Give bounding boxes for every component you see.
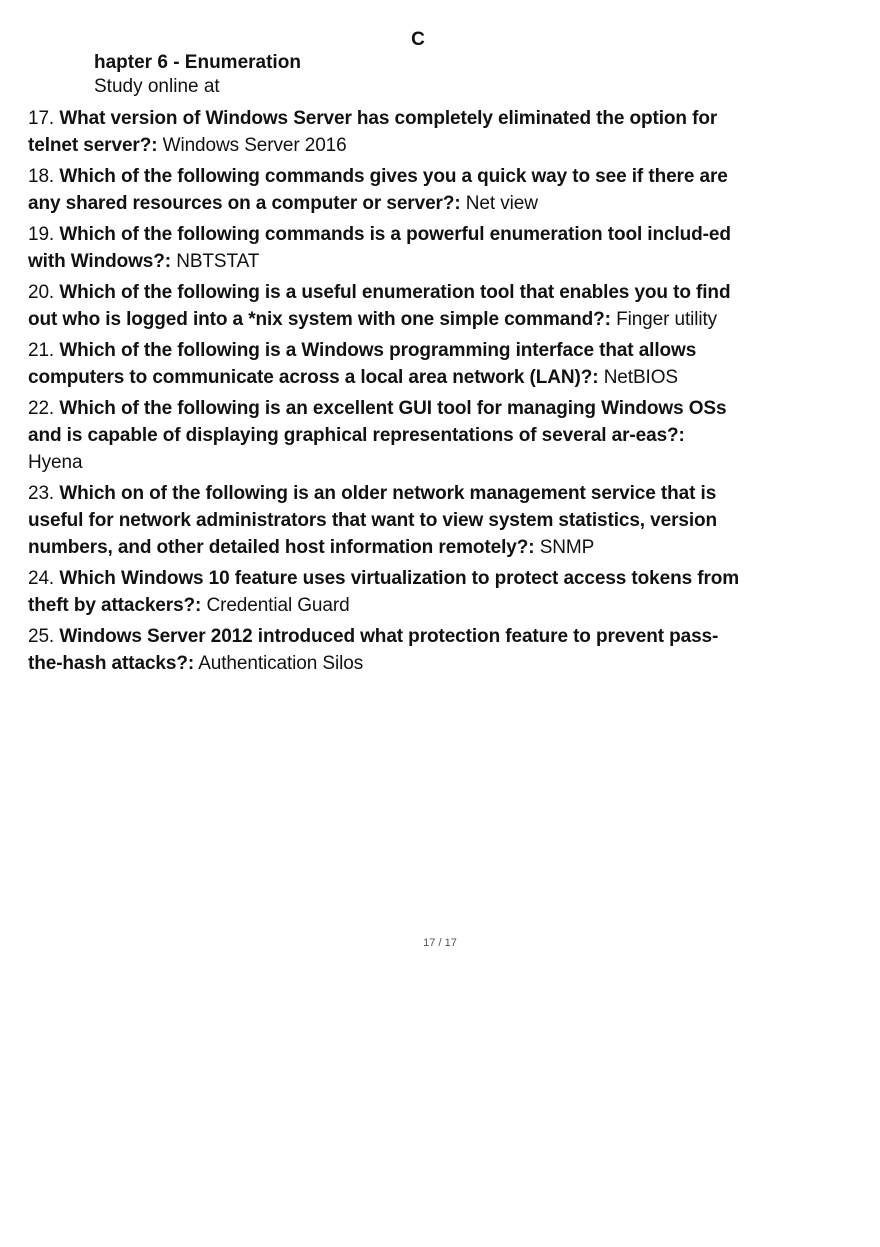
qa-item-17 <box>28 105 740 159</box>
question-number: 19. <box>28 224 55 245</box>
qa-item-20 <box>28 279 740 333</box>
question-text: Windows Server 2012 introduced what protection feature to prevent pass-the-hash attacks?: <box>28 626 719 674</box>
qa-item-24 <box>28 565 740 619</box>
page-subtitle: Study online at <box>94 76 220 97</box>
answer-text: Windows Server 2016 <box>162 135 347 156</box>
question-number: 18. <box>28 166 55 187</box>
header-letter: C <box>411 29 425 50</box>
qa-item-18 <box>28 163 740 217</box>
question-text: Which of the following commands gives you a quick way to see if there are any shared resources on a computer or server?: <box>28 166 728 214</box>
question-text: What version of Windows Server has completely eliminated the option for telnet server?: <box>28 108 718 156</box>
question-text: Which Windows 10 feature uses virtualization to protect access tokens from theft by attackers?: <box>28 568 740 616</box>
question-number: 21. <box>28 340 55 361</box>
answer-text: Hyena <box>28 452 83 473</box>
question-number: 17. <box>28 108 55 129</box>
question-text: Which of the following is a useful enumeration tool that enables you to find out who is logged into a *nix system with one simple command?: <box>28 282 731 330</box>
question-text: Which of the following is an excellent GUI tool for managing Windows OSs and is capable of displaying graphical representations of several ar-eas?: <box>28 398 727 446</box>
qa-item-23 <box>28 480 740 561</box>
qa-item-19 <box>28 221 740 275</box>
question-text: Which on of the following is an older network management service that is useful for network administrators that want to view system statistics, version numbers, and other detailed host information remotely?: <box>28 483 718 558</box>
qa-item-25 <box>28 623 740 677</box>
qa-list <box>28 105 740 681</box>
question-number: 24. <box>28 568 55 589</box>
question-number: 23. <box>28 483 55 504</box>
question-number: 22. <box>28 398 55 419</box>
page-title: hapter 6 - Enumeration <box>94 52 301 73</box>
question-number: 20. <box>28 282 55 303</box>
answer-text: SNMP <box>539 537 595 558</box>
question-text: Which of the following is a Windows programming interface that allows computers to communicate across a local area network (LAN)?: <box>28 340 697 388</box>
answer-text: NBTSTAT <box>176 251 260 272</box>
question-number: 25. <box>28 626 55 647</box>
answer-text: Net view <box>465 193 538 214</box>
qa-item-21 <box>28 337 740 391</box>
page-number: 17 / 17 <box>423 937 457 949</box>
question-text: Which of the following commands is a powerful enumeration tool includ-ed with Windows?: <box>28 224 731 272</box>
answer-text: Credential Guard <box>206 595 350 616</box>
answer-text: NetBIOS <box>603 367 678 388</box>
answer-text: Authentication Silos <box>198 653 364 674</box>
answer-text: Finger utility <box>616 309 718 330</box>
qa-item-22 <box>28 395 740 476</box>
